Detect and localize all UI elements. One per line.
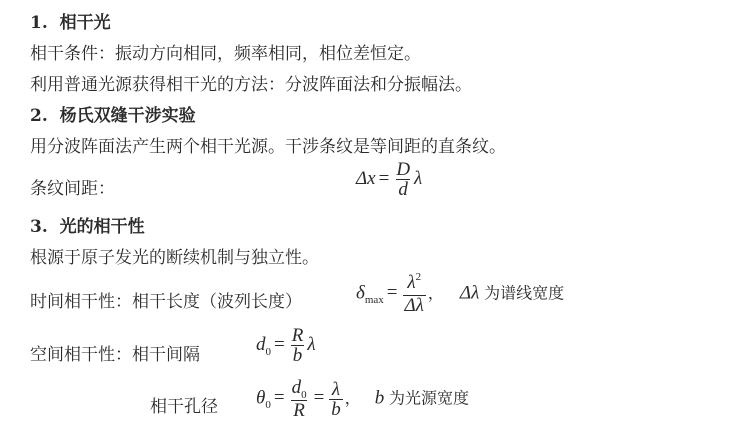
coherence-aperture-formula: [256, 378, 469, 420]
fringe-spacing-label: 条纹间距：: [30, 179, 115, 199]
note-symbol: Δλ: [459, 282, 480, 304]
equals-sign: =: [386, 282, 398, 304]
fraction: [290, 378, 309, 420]
fraction-denominator: b: [292, 345, 303, 366]
coherence-length-formula: [356, 273, 564, 315]
section-1-heading: [30, 8, 111, 33]
equals-sign: =: [274, 333, 285, 355]
section-2-heading: [30, 101, 196, 126]
formula-lhs: δ: [356, 282, 365, 304]
fraction: [329, 380, 343, 419]
section-number: 1.: [30, 13, 48, 33]
comma: ，: [427, 283, 444, 303]
section-title: 光的相干性: [59, 217, 145, 237]
paragraph-coherent-light-methods: 利用普通光源获得相干光的方法：分波阵面法和分振幅法。: [30, 75, 472, 95]
formula-lhs: d: [256, 333, 266, 355]
subscript: 0: [265, 399, 271, 412]
temporal-coherence-label: 时间相干性：相干长度（波列长度）: [30, 292, 302, 312]
formula-lhs: Δx: [356, 167, 376, 189]
fraction-denominator: d: [398, 179, 408, 200]
note-symbol: b: [374, 387, 385, 409]
fraction-numerator: $d_0$: [291, 377, 307, 401]
fraction: [290, 326, 306, 365]
fringe-spacing-formula: [356, 160, 422, 199]
subscript: 0: [265, 345, 271, 358]
fraction-denominator: R: [293, 400, 305, 421]
paragraph-coherence-conditions: 相干条件：振动方向相同，频率相同，相位差恒定。: [30, 44, 421, 64]
fraction-numerator: R: [291, 325, 304, 346]
formula-lhs: θ: [256, 387, 266, 409]
note-text: 为光源宽度: [389, 388, 470, 408]
fraction: [403, 273, 426, 315]
equals-sign: =: [378, 167, 390, 189]
fraction-denominator: Δλ: [404, 295, 424, 316]
superscript: 2: [415, 271, 422, 283]
subscript: max: [364, 294, 384, 307]
spatial-coherence-label: 空间相干性：相干间隔: [30, 345, 200, 365]
coherence-aperture-label: 相干孔径: [150, 397, 218, 417]
fraction-denominator: b: [331, 398, 341, 420]
section-title: 杨氏双缝干涉实验: [59, 106, 196, 126]
fraction-numerator: D: [396, 159, 411, 180]
fraction-numerator: $\lambda^2$: [407, 271, 422, 293]
fraction: [394, 160, 412, 199]
note-text: 为谱线宽度: [484, 283, 565, 303]
equals-sign: =: [273, 387, 285, 409]
paragraph-young-double-slit: 用分波阵面法产生两个相干光源。干涉条纹是等间距的直条纹。: [30, 137, 506, 157]
paragraph-origin-of-coherence: 根源于原子发光的断续机制与独立性。: [30, 248, 319, 268]
section-3-heading: [30, 212, 145, 237]
section-number: 3.: [30, 217, 48, 237]
subscript: 0: [301, 389, 307, 401]
section-number: 2.: [30, 106, 48, 126]
section-title: 相干光: [59, 13, 111, 33]
fraction-numerator: λ: [331, 378, 341, 400]
equals-sign: =: [313, 387, 325, 409]
formula-tail: λ: [307, 333, 316, 355]
coherence-interval-formula: [256, 326, 316, 365]
comma: ，: [344, 388, 361, 408]
formula-tail: λ: [414, 167, 423, 189]
